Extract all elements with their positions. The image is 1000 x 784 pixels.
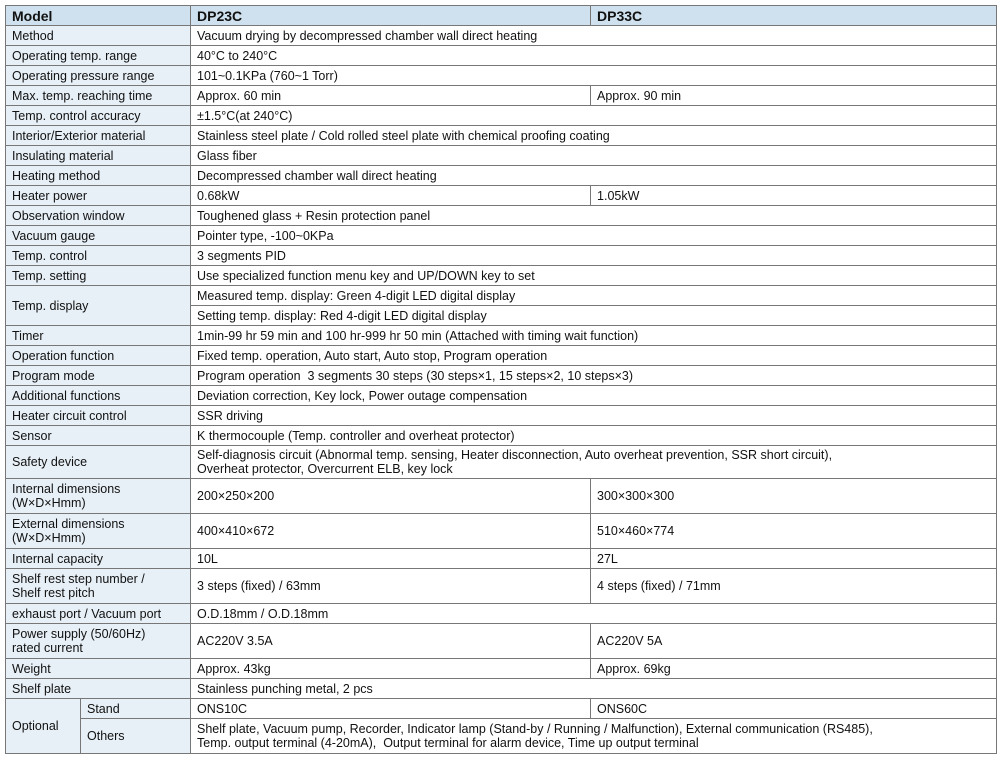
row-label: Internal capacity: [6, 549, 191, 569]
row-label: Additional functions: [6, 386, 191, 406]
value-line: Shelf plate, Vacuum pump, Recorder, Indicator lamp (Stand-by / Running / Malfunction), External communication (RS485),: [197, 722, 873, 736]
row-value: Glass fiber: [191, 146, 997, 166]
row-value: ±1.5°C(at 240°C): [191, 106, 997, 126]
row-label: Operating pressure range: [6, 66, 191, 86]
row-heating: [6, 166, 997, 186]
row-label: Safety device: [6, 446, 191, 479]
row-value: Pointer type, -100~0KPa: [191, 226, 997, 246]
row-program: [6, 366, 997, 386]
value-dp23c: 400×410×672: [191, 514, 591, 549]
row-label: Temp. control accuracy: [6, 106, 191, 126]
row-power-supply: [6, 624, 997, 659]
row-label: Method: [6, 26, 191, 46]
row-heater-circuit: [6, 406, 997, 426]
header-dp33c: DP33C: [591, 6, 997, 26]
value-dp23c: 0.68kW: [191, 186, 591, 206]
row-value: Measured temp. display: Green 4-digit LED digital display: [191, 286, 997, 306]
row-external-dim: [6, 514, 997, 549]
row-value: Stainless punching metal, 2 pcs: [191, 679, 997, 699]
row-value: [191, 446, 997, 479]
row-value: Deviation correction, Key lock, Power outage compensation: [191, 386, 997, 406]
value-dp33c: 27L: [591, 549, 997, 569]
row-label: Insulating material: [6, 146, 191, 166]
row-max-temp-time: [6, 86, 997, 106]
row-value: 101~0.1KPa (760~1 Torr): [191, 66, 997, 86]
value-dp23c: ONS10C: [191, 699, 591, 719]
row-value: Stainless steel plate / Cold rolled steel plate with chemical proofing coating: [191, 126, 997, 146]
row-gauge: [6, 226, 997, 246]
optional-stand-label: Stand: [81, 699, 191, 719]
value-dp33c: 4 steps (fixed) / 71mm: [591, 569, 997, 604]
row-label: Operating temp. range: [6, 46, 191, 66]
row-exhaust: [6, 604, 997, 624]
optional-others-label: Others: [81, 719, 191, 754]
row-value: 40°C to 240°C: [191, 46, 997, 66]
row-weight: [6, 659, 997, 679]
row-value: Toughened glass + Resin protection panel: [191, 206, 997, 226]
row-temp-accuracy: [6, 106, 997, 126]
row-value: Decompressed chamber wall direct heating: [191, 166, 997, 186]
spec-table: [5, 5, 997, 754]
row-temp-setting: [6, 266, 997, 286]
value-dp33c: Approx. 90 min: [591, 86, 997, 106]
row-value: Program operation 3 segments 30 steps (30 steps×1, 15 steps×2, 10 steps×3): [191, 366, 997, 386]
row-timer: [6, 326, 997, 346]
label-line: Shelf rest pitch: [12, 586, 95, 600]
row-value: Setting temp. display: Red 4-digit LED digital display: [191, 306, 997, 326]
row-label: Temp. control: [6, 246, 191, 266]
row-value: Fixed temp. operation, Auto start, Auto stop, Program operation: [191, 346, 997, 366]
row-label: Heater power: [6, 186, 191, 206]
label-line: (W×D×Hmm): [12, 496, 86, 510]
row-label: [6, 569, 191, 604]
value-dp23c: 10L: [191, 549, 591, 569]
row-label: Max. temp. reaching time: [6, 86, 191, 106]
row-label: Heater circuit control: [6, 406, 191, 426]
row-safety: [6, 446, 997, 479]
row-material: [6, 126, 997, 146]
row-value: Use specialized function menu key and UP/DOWN key to set: [191, 266, 997, 286]
row-label: Temp. setting: [6, 266, 191, 286]
row-op-temp: [6, 46, 997, 66]
table-header-row: [6, 6, 997, 26]
row-value: 3 segments PID: [191, 246, 997, 266]
row-window: [6, 206, 997, 226]
row-op-pressure: [6, 66, 997, 86]
value-dp23c: Approx. 43kg: [191, 659, 591, 679]
value-line: Self-diagnosis circuit (Abnormal temp. sensing, Heater disconnection, Auto overheat prevention, SSR short circuit),: [197, 448, 833, 462]
row-capacity: [6, 549, 997, 569]
optional-label: Optional: [6, 699, 81, 754]
row-label: [6, 514, 191, 549]
row-value: SSR driving: [191, 406, 997, 426]
row-operation: [6, 346, 997, 366]
value-dp23c: 3 steps (fixed) / 63mm: [191, 569, 591, 604]
row-insulating: [6, 146, 997, 166]
row-value: [191, 719, 997, 754]
row-shelf-rest: [6, 569, 997, 604]
value-dp33c: ONS60C: [591, 699, 997, 719]
row-temp-display-1: [6, 286, 997, 306]
row-label: exhaust port / Vacuum port: [6, 604, 191, 624]
row-method: [6, 26, 997, 46]
header-dp23c: DP23C: [191, 6, 591, 26]
row-label: Vacuum gauge: [6, 226, 191, 246]
row-value: Vacuum drying by decompressed chamber wall direct heating: [191, 26, 997, 46]
row-label: Interior/Exterior material: [6, 126, 191, 146]
row-shelf-plate: [6, 679, 997, 699]
row-temp-control: [6, 246, 997, 266]
row-label: Temp. display: [6, 286, 191, 326]
row-label: [6, 479, 191, 514]
row-label: Sensor: [6, 426, 191, 446]
row-heater-power: [6, 186, 997, 206]
row-internal-dim: [6, 479, 997, 514]
label-line: rated current: [12, 641, 83, 655]
value-line: Overheat protector, Overcurrent ELB, key lock: [197, 462, 453, 476]
row-sensor: [6, 426, 997, 446]
row-label: Program mode: [6, 366, 191, 386]
row-label: Weight: [6, 659, 191, 679]
row-value: K thermocouple (Temp. controller and overheat protector): [191, 426, 997, 446]
row-optional-stand: [6, 699, 997, 719]
value-dp33c: 510×460×774: [591, 514, 997, 549]
label-line: Shelf rest step number /: [12, 572, 145, 586]
value-dp23c: Approx. 60 min: [191, 86, 591, 106]
row-label: [6, 624, 191, 659]
label-line: Internal dimensions: [12, 482, 121, 496]
value-dp23c: 200×250×200: [191, 479, 591, 514]
value-line: Temp. output terminal (4-20mA), Output terminal for alarm device, Time up output terminal: [197, 736, 699, 750]
row-label: Shelf plate: [6, 679, 191, 699]
value-dp23c: AC220V 3.5A: [191, 624, 591, 659]
row-label: Timer: [6, 326, 191, 346]
value-dp33c: 1.05kW: [591, 186, 997, 206]
row-label: Heating method: [6, 166, 191, 186]
value-dp33c: 300×300×300: [591, 479, 997, 514]
row-optional-others: [6, 719, 997, 754]
value-dp33c: Approx. 69kg: [591, 659, 997, 679]
value-dp33c: AC220V 5A: [591, 624, 997, 659]
header-model: Model: [6, 6, 191, 26]
label-line: (W×D×Hmm): [12, 531, 86, 545]
row-label: Operation function: [6, 346, 191, 366]
row-label: Observation window: [6, 206, 191, 226]
label-line: Power supply (50/60Hz): [12, 627, 146, 641]
label-line: External dimensions: [12, 517, 125, 531]
row-value: O.D.18mm / O.D.18mm: [191, 604, 997, 624]
row-value: 1min-99 hr 59 min and 100 hr-999 hr 50 min (Attached with timing wait function): [191, 326, 997, 346]
row-additional: [6, 386, 997, 406]
